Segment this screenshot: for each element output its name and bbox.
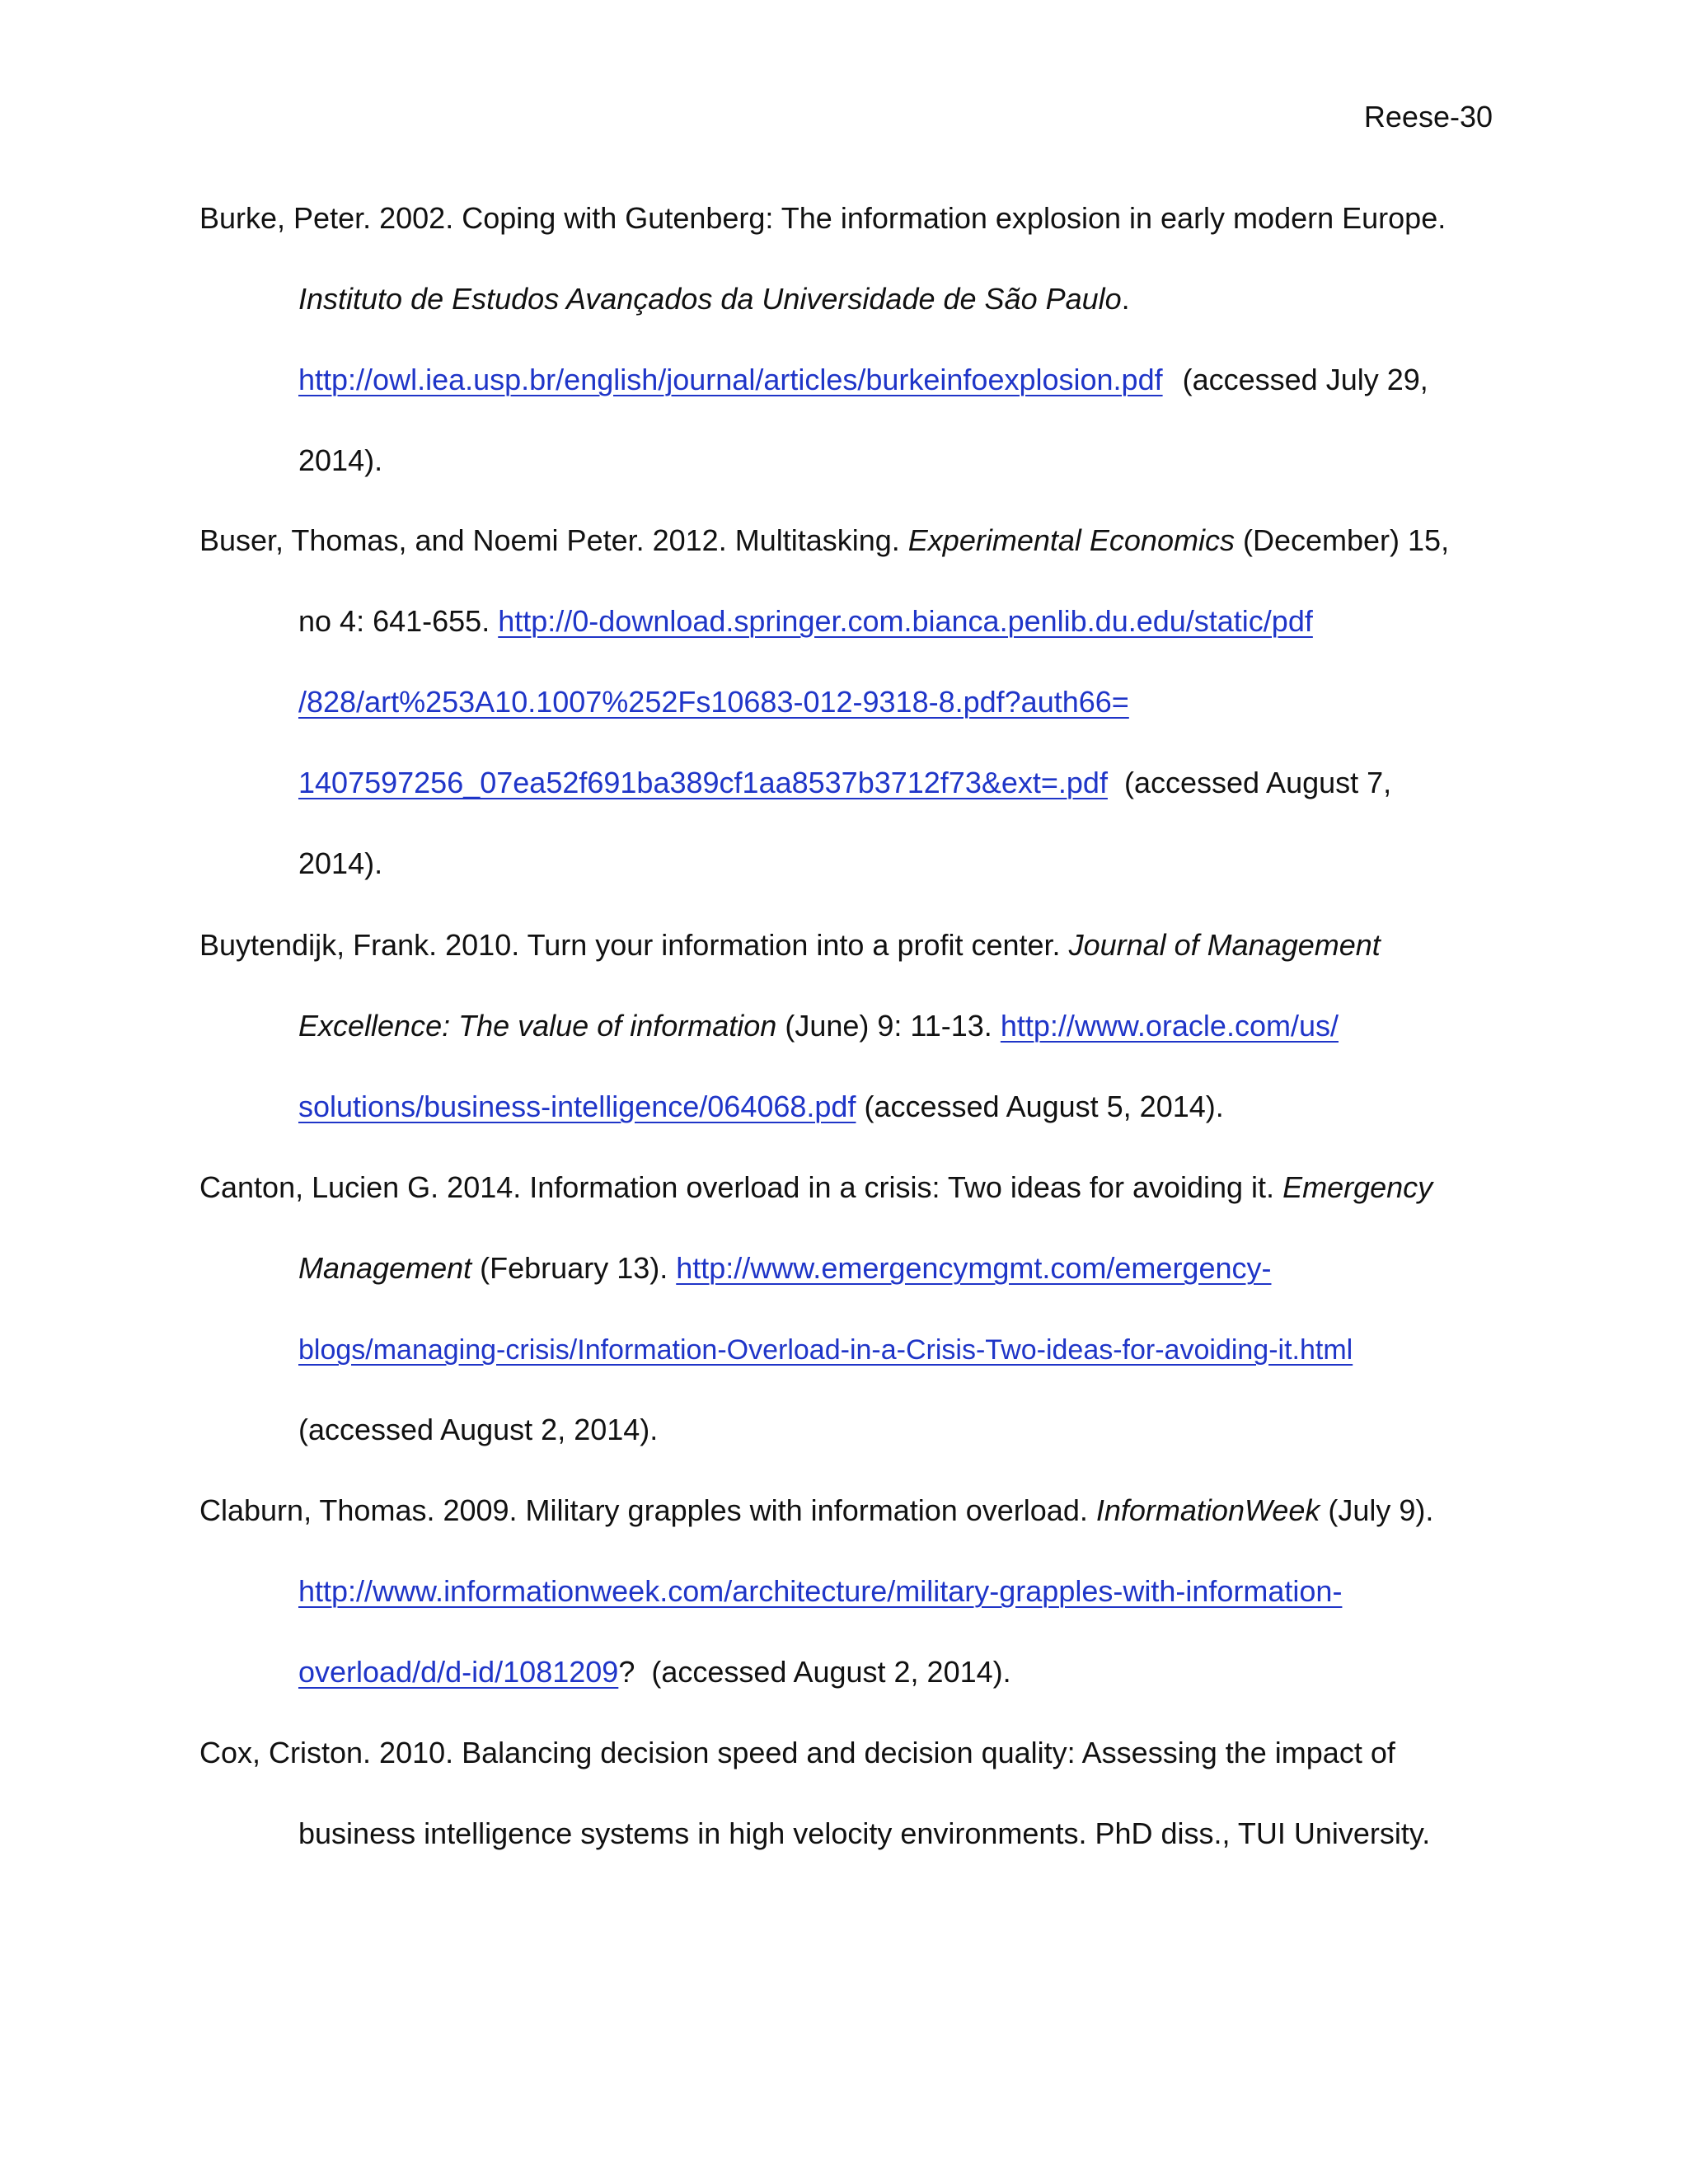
- entry-publication: Experimental Economics: [907, 523, 1235, 557]
- entry-url-link[interactable]: http://www.emergencymgmt.com/emergency-: [676, 1251, 1272, 1285]
- entry-line: [298, 682, 1129, 722]
- entry-url-link[interactable]: http://www.informationweek.com/architecture/military-grapples-with-information-: [298, 1574, 1343, 1608]
- reference-entry-buser: [199, 521, 1449, 560]
- entry-url-link[interactable]: /828/art%253A10.1007%252Fs10683-012-9318-8.pdf?auth66=: [298, 685, 1129, 719]
- entry-line: [298, 1087, 1224, 1127]
- entry-accessed: (accessed August 5, 2014).: [864, 1090, 1224, 1123]
- page-header: Reese-30: [1363, 100, 1493, 134]
- entry-line: [298, 1006, 1339, 1046]
- reference-entry-buytendijk: [199, 926, 1381, 965]
- entry-details: (June) 9: 11-13.: [785, 1009, 992, 1043]
- reference-entry-burke: [199, 199, 1446, 238]
- entry-publication: Excellence: The value of information: [298, 1009, 777, 1043]
- entry-details: (February 13).: [480, 1251, 668, 1285]
- entry-accessed: (accessed August 7,: [1123, 766, 1392, 799]
- entry-line: [298, 360, 1428, 400]
- entry-url-link[interactable]: solutions/business-intelligence/064068.pdf: [298, 1090, 856, 1123]
- entry-url-link[interactable]: http://www.oracle.com/us/: [1000, 1009, 1339, 1043]
- entry-author-title: Buytendijk, Frank. 2010. Turn your information into a profit center.: [199, 928, 1061, 962]
- entry-details: (December) 15,: [1242, 523, 1450, 557]
- entry-publication: Instituto de Estudos Avançados da Universidade de São Paulo: [298, 282, 1122, 316]
- entry-accessed: (accessed August 2, 2014).: [298, 1413, 659, 1446]
- entry-line: [298, 1572, 1342, 1611]
- reference-entry-canton: [199, 1168, 1432, 1207]
- entry-author-title: Burke, Peter. 2002. Coping with Gutenberg: The information explosion in early modern Europe.: [199, 201, 1447, 235]
- entry-author-title: Cox, Criston. 2010. Balancing decision speed and decision quality: Assessing the impact of: [199, 1736, 1395, 1769]
- reference-entry-claburn: [199, 1491, 1433, 1530]
- entry-line: [298, 844, 382, 883]
- entry-accessed: (accessed July 29,: [1182, 363, 1428, 396]
- entry-author-title: Claburn, Thomas. 2009. Military grapples with information overload.: [199, 1493, 1088, 1527]
- entry-line: [298, 602, 1313, 641]
- entry-line: [298, 1249, 1271, 1288]
- entry-publication: Journal of Management: [1068, 928, 1381, 962]
- entry-author-title: Canton, Lucien G. 2014. Information overload in a crisis: Two ideas for avoiding it.: [199, 1170, 1275, 1204]
- entry-line: [298, 279, 1130, 319]
- entry-accessed-cont: 2014).: [298, 443, 383, 477]
- entry-publication: Emergency: [1282, 1170, 1433, 1204]
- entry-line: [298, 1329, 1353, 1370]
- entry-url-link[interactable]: overload/d/d-id/1081209: [298, 1655, 619, 1689]
- entry-publication: Management: [298, 1251, 472, 1285]
- entry-line: [298, 441, 382, 480]
- entry-line: [298, 1652, 1011, 1692]
- entry-line: [298, 1814, 1430, 1854]
- entry-punctuation: ?: [618, 1655, 635, 1689]
- entry-url-link[interactable]: 1407597256_07ea52f691ba389cf1aa8537b3712f73&ext=.pdf: [298, 766, 1108, 799]
- entry-publication: InformationWeek: [1095, 1493, 1320, 1527]
- reference-entry-cox: [199, 1733, 1395, 1773]
- entry-details: (July 9).: [1328, 1493, 1434, 1527]
- entry-url-link[interactable]: http://owl.iea.usp.br/english/journal/articles/burkeinfoexplosion.pdf: [298, 363, 1163, 396]
- entry-issue: no 4: 641-655.: [298, 604, 490, 638]
- entry-accessed-cont: 2014).: [298, 846, 383, 880]
- entry-url-link[interactable]: blogs/managing-crisis/Information-Overload-in-a-Crisis-Two-ideas-for-avoiding-it.html: [298, 1334, 1353, 1366]
- entry-accessed: (accessed August 2, 2014).: [651, 1655, 1011, 1689]
- entry-continuation: business intelligence systems in high velocity environments. PhD diss., TUI University.: [298, 1816, 1431, 1850]
- entry-line: [298, 763, 1391, 803]
- entry-author-title: Buser, Thomas, and Noemi Peter. 2012. Multitasking.: [199, 523, 900, 557]
- entry-line: [298, 1410, 658, 1450]
- entry-punctuation: .: [1121, 282, 1130, 316]
- entry-url-link[interactable]: http://0-download.springer.com.bianca.penlib.du.edu/static/pdf: [498, 604, 1313, 638]
